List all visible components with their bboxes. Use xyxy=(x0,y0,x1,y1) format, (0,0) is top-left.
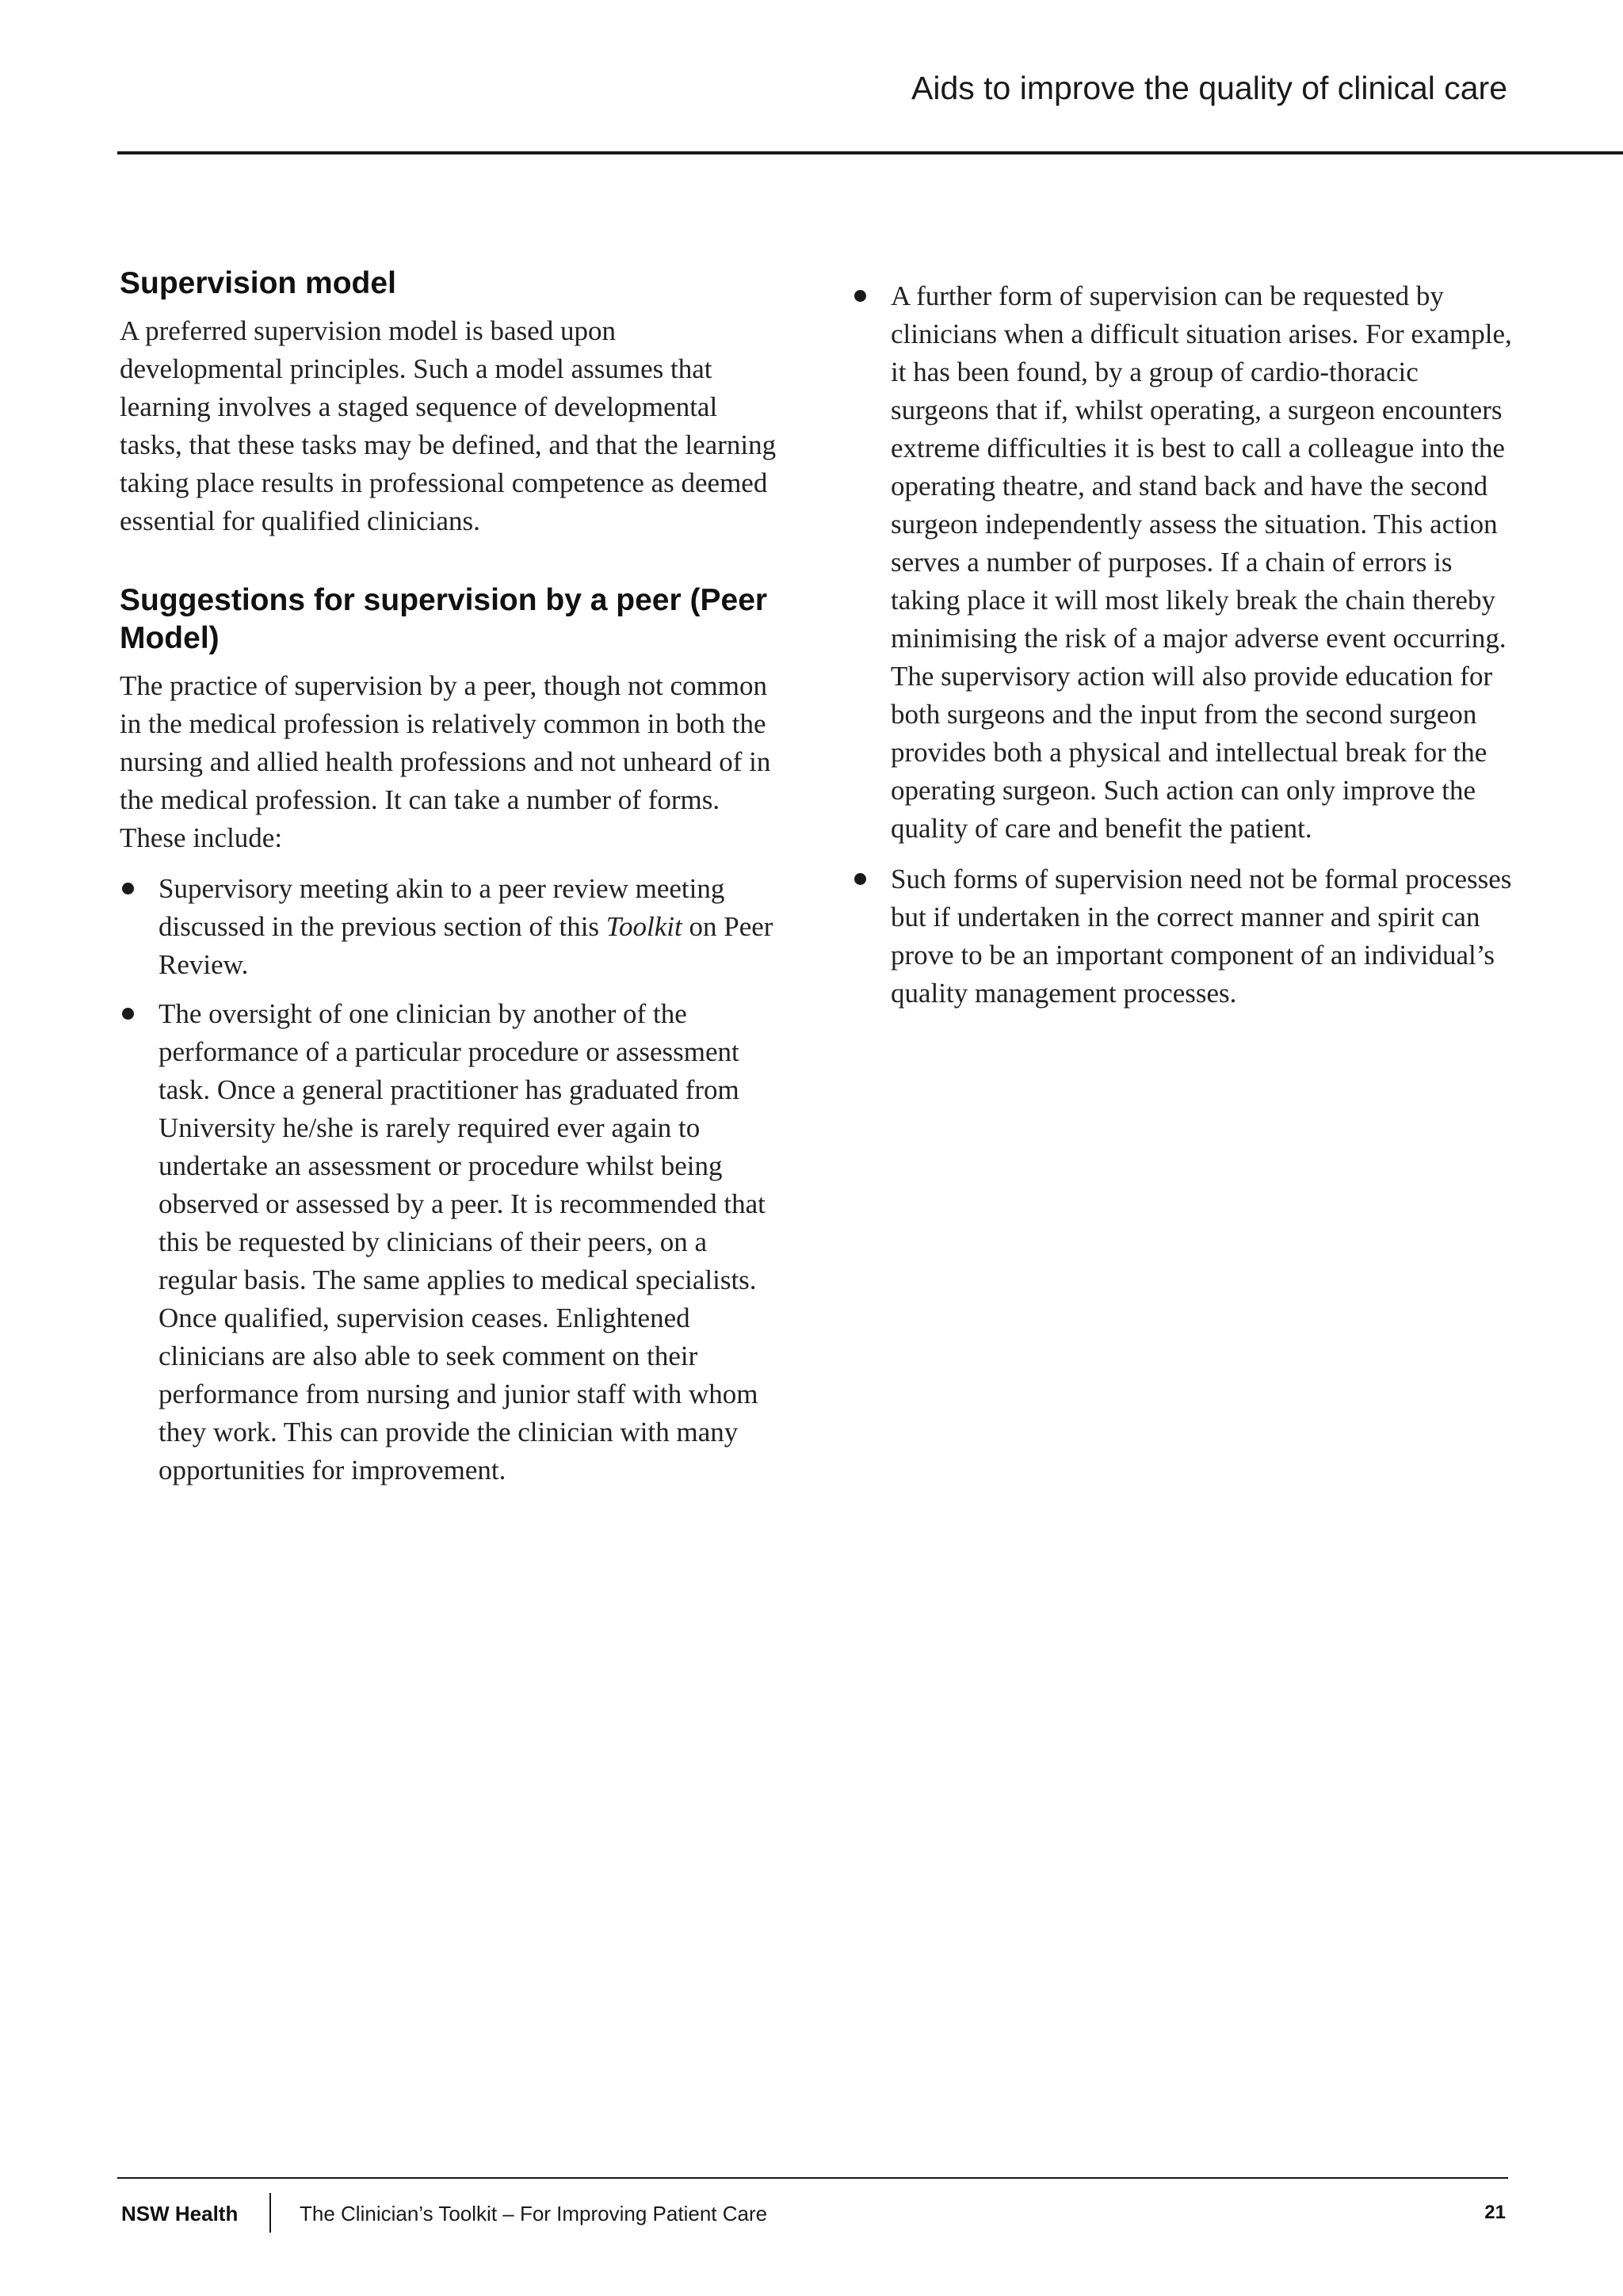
heading-peer-model: Suggestions for supervision by a peer (Peer Model) xyxy=(120,583,768,655)
footer-organisation: NSW Health xyxy=(121,2202,239,2225)
list-item xyxy=(852,277,1518,848)
footer-rule xyxy=(117,2177,1508,2179)
header-rule xyxy=(117,151,1623,154)
bullet-icon xyxy=(122,1008,134,1020)
bullet-icon xyxy=(854,290,866,302)
toolkit-emphasis: Toolkit xyxy=(605,911,682,942)
running-header: Aids to improve the quality of clinical care xyxy=(911,70,1507,106)
bullet-icon xyxy=(122,883,134,894)
right-column xyxy=(852,277,1518,1025)
left-column xyxy=(120,265,785,1501)
bullet-text: A further form of supervision can be requested by clinicians when a difficult situation arises. For example, it has been found, by a group of cardio-thoracic surgeons that if, whilst operating, a surgeon encounters extreme difficulties it is best to call a colleague into the operating theatre, and stand back and have the second surgeon independently assess the situation. This action serves a number of purposes. If a chain of errors is taking place it will most likely break the chain thereby minimising the risk of a major adverse event occurring. The supervisory action will also provide education for both surgeons and the input from the second surgeon provides both a physical and intellectual break for the operating surgeon. Such action can only improve the quality of care and benefit the patient. xyxy=(891,280,1512,844)
page-number: 21 xyxy=(1484,2202,1506,2223)
bullet-text-end: on Peer Review. xyxy=(158,911,773,980)
paragraph-supervision-model: A preferred supervision model is based upon developmental principles. Such a model assumes that learning involves a staged sequence of developmental tasks, that these tasks may be defined, and that the learning taking place results in professional competence as deemed essential for qualified clinicians. xyxy=(120,315,777,536)
paragraph-peer-model: The practice of supervision by a peer, though not common in the medical profession is relatively common in both the nursing and allied health professions and not unheard of in the medical profession. It can take a number of forms. xyxy=(120,670,771,815)
list-item xyxy=(120,995,785,1489)
list-item xyxy=(120,870,785,984)
bullet-icon xyxy=(854,873,866,885)
supervision-forms-list xyxy=(852,277,1518,1013)
peer-forms-list xyxy=(120,870,785,1489)
footer-publication-title: The Clinician’s Toolkit – For Improving Patient Care xyxy=(300,2202,768,2225)
footer-divider xyxy=(269,2193,271,2233)
bullet-text: Supervisory meeting akin to a peer review meeting discussed in the previous section of this xyxy=(158,873,725,942)
bullet-text: Such forms of supervision need not be formal processes but if undertaken in the correct manner and spirit can prove to be an important component of an individual’s quality management processes. xyxy=(891,864,1512,1009)
paragraph-these-include: These include: xyxy=(120,822,283,853)
heading-supervision-model: Supervision model xyxy=(120,266,396,300)
list-item xyxy=(852,860,1518,1013)
bullet-text: The oversight of one clinician by another of the performance of a particular procedure or assessment task. Once a general practitioner has graduated from University he/she is rarely required ever again to undertake an assessment or procedure whilst being observed or assessed by a peer. It is recommended that this be requested by clinicians of their peers, on a regular basis. The same applies to medical specialists. Once qualified, supervision ceases. Enlightened clinicians are also able to seek comment on their performance from nursing and junior staff with whom they work. This can provide the clinician with many opportunities for improvement. xyxy=(158,998,766,1486)
